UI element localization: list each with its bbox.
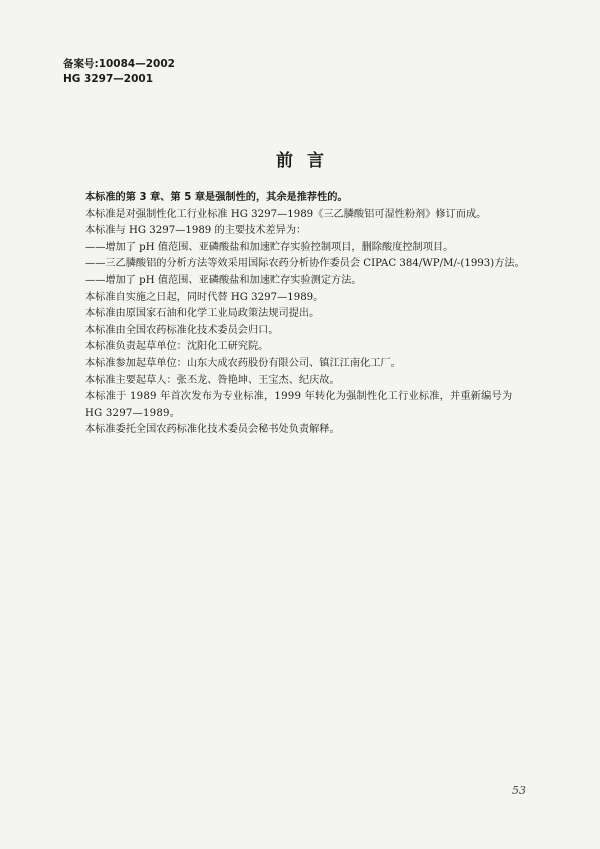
paragraph: 本标准由全国农药标准化技术委员会归口。 <box>85 324 279 336</box>
page-title: 前言 <box>276 151 338 171</box>
foreword-body <box>63 190 533 439</box>
paragraph: 本标准由原国家石油和化学工业局政策法规司提出。 <box>85 308 320 320</box>
list-item: ——三乙膦酸铝的分析方法等效采用国际农药分析协作委员会 CIPAC 384/WP/M/-(1993)方法。 <box>85 258 525 270</box>
paragraph: 本标准是对强制性化工行业标准 HG 3297—1989《三乙膦酸铝可湿性粉剂》修订而成。 <box>85 208 487 220</box>
list-item: ——增加了 pH 值范围、亚磷酸盐和加速贮存实验控制项目，删除酸度控制项目。 <box>85 241 454 253</box>
list-item: ——增加了 pH 值范围、亚磷酸盐和加速贮存实验测定方法。 <box>85 274 362 286</box>
record-number: 备案号:10084—2002 <box>63 58 175 70</box>
paragraph: 本标准于 1989 年首次发布为专业标准，1999 年转化为强制性化工行业标准，并重新编号为 HG 3297—1989。 <box>85 391 513 419</box>
paragraph: 本标准自实施之日起，同时代替 HG 3297—1989。 <box>85 291 324 303</box>
paragraph: 本标准负责起草单位：沈阳化工研究院。 <box>85 341 269 353</box>
paragraph: 本标准委托全国农药标准化技术委员会秘书处负责解释。 <box>85 424 340 436</box>
paragraph: 本标准的第 3 章、第 5 章是强制性的，其余是推荐性的。 <box>85 192 348 203</box>
paragraph: 本标准主要起草人：张丕龙、昝艳坤、王宝杰、纪庆故。 <box>85 374 340 386</box>
paragraph: 本标准参加起草单位：山东大成农药股份有限公司、镇江江南化工厂。 <box>85 357 401 369</box>
standard-number: HG 3297—2001 <box>63 73 154 85</box>
document-header <box>63 57 175 87</box>
paragraph: 本标准与 HG 3297—1989 的主要技术差异为： <box>85 225 307 237</box>
page-number: 53 <box>512 784 526 797</box>
